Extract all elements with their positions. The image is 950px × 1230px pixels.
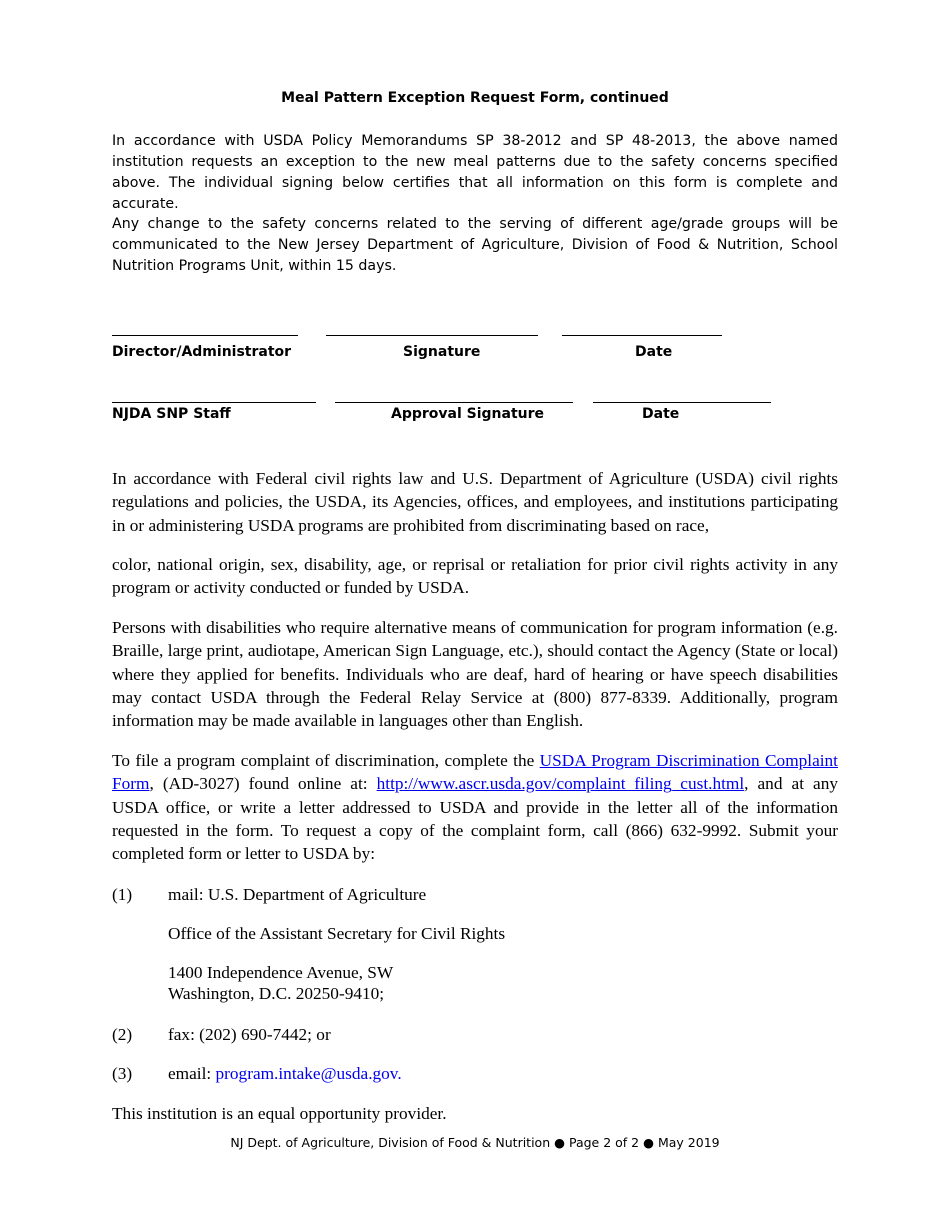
director-date-line[interactable] (562, 335, 722, 336)
njda-snp-staff-label: NJDA SNP Staff (112, 406, 231, 422)
complaint-text-c: , and at any USDA office, or write a letter addressed to USDA and provide in the letter all of the information requested in the form. To request a copy of the complaint form, call (866) 632-9992. Submit your completed form or letter to USDA by: (112, 774, 838, 864)
mail-line-4: Washington, D.C. 20250-9410; (168, 984, 385, 1003)
mail-line-1: mail: U.S. Department of Agriculture (168, 885, 427, 904)
civil-rights-paragraph-2: color, national origin, sex, disability, age, or reprisal or retaliation for prior civil rights activity in any program or activity conducted or funded by USDA. (112, 555, 838, 598)
list-number-1: (1) (112, 885, 133, 904)
approval-date-line[interactable] (593, 402, 771, 403)
signature-label: Signature (403, 344, 481, 360)
director-administrator-label: Director/Administrator (112, 344, 292, 360)
email-link[interactable]: program.intake@usda.gov (215, 1064, 398, 1083)
date-label: Date (635, 344, 673, 360)
list-number-2: (2) (112, 1025, 133, 1044)
director-signature-line[interactable] (326, 335, 538, 336)
intro-paragraph-1: In accordance with USDA Policy Memorandums SP 38-2012 and SP 48-2013, the above named institution requests an exception to the new meal patterns due to the safety concerns specified above. The individual signing below certifies that all information on this form is complete and accurate. (112, 133, 838, 212)
director-name-line[interactable] (112, 335, 298, 336)
email-prefix: email: (168, 1064, 216, 1083)
complaint-text-b: , (AD-3027) found online at: (149, 774, 377, 794)
complaint-form-link[interactable]: USDA Program Discrimination Complaint Form (112, 751, 838, 794)
email-suffix: . (397, 1064, 402, 1083)
staff-name-line[interactable] (112, 402, 316, 403)
email-line (168, 1063, 402, 1084)
civil-rights-paragraph-3: Persons with disabilities who require alternative means of communication for program information (e.g. Braille, large print, audiotape, American Sign Language, etc.), should contact the Agency (State or local) where they applied for benefits. Individuals who are deaf, hard of hearing or have speech disabilities may contact USDA through the Federal Relay Service at (800) 877-8339. Additionally, program information may be made available in languages other than English. (112, 618, 838, 731)
page-title: Meal Pattern Exception Request Form, continued (281, 90, 669, 106)
equal-opportunity-statement: This institution is an equal opportunity provider. (112, 1104, 447, 1123)
intro-paragraph-2: Any change to the safety concerns related to the serving of different age/grade groups will be communicated to the New Jersey Department of Agriculture, Division of Food & Nutrition, School Nutrition Programs Unit, within 15 days. (112, 216, 838, 274)
approval-signature-label: Approval Signature (391, 406, 545, 422)
mail-line-2: Office of the Assistant Secretary for Civil Rights (168, 924, 506, 943)
complaint-text-a: To file a program complaint of discrimination, complete the (112, 751, 540, 770)
fax-line: fax: (202) 690-7442; or (168, 1025, 331, 1044)
complaint-paragraph (112, 749, 838, 865)
civil-rights-paragraph-1: In accordance with Federal civil rights law and U.S. Department of Agriculture (USDA) civil rights regulations and policies, the USDA, its Agencies, offices, and employees, and institutions participating in or administering USDA programs are prohibited from discriminating based on race, (112, 469, 838, 535)
approval-signature-line[interactable] (335, 402, 573, 403)
page-footer: NJ Dept. of Agriculture, Division of Food & Nutrition ● Page 2 of 2 ● May 2019 (230, 1135, 720, 1150)
mail-line-3: 1400 Independence Avenue, SW (168, 963, 394, 982)
approval-date-label: Date (642, 406, 680, 422)
complaint-url-link[interactable]: http://www.ascr.usda.gov/complaint_filing_cust.html (376, 774, 745, 794)
list-number-3: (3) (112, 1064, 133, 1083)
